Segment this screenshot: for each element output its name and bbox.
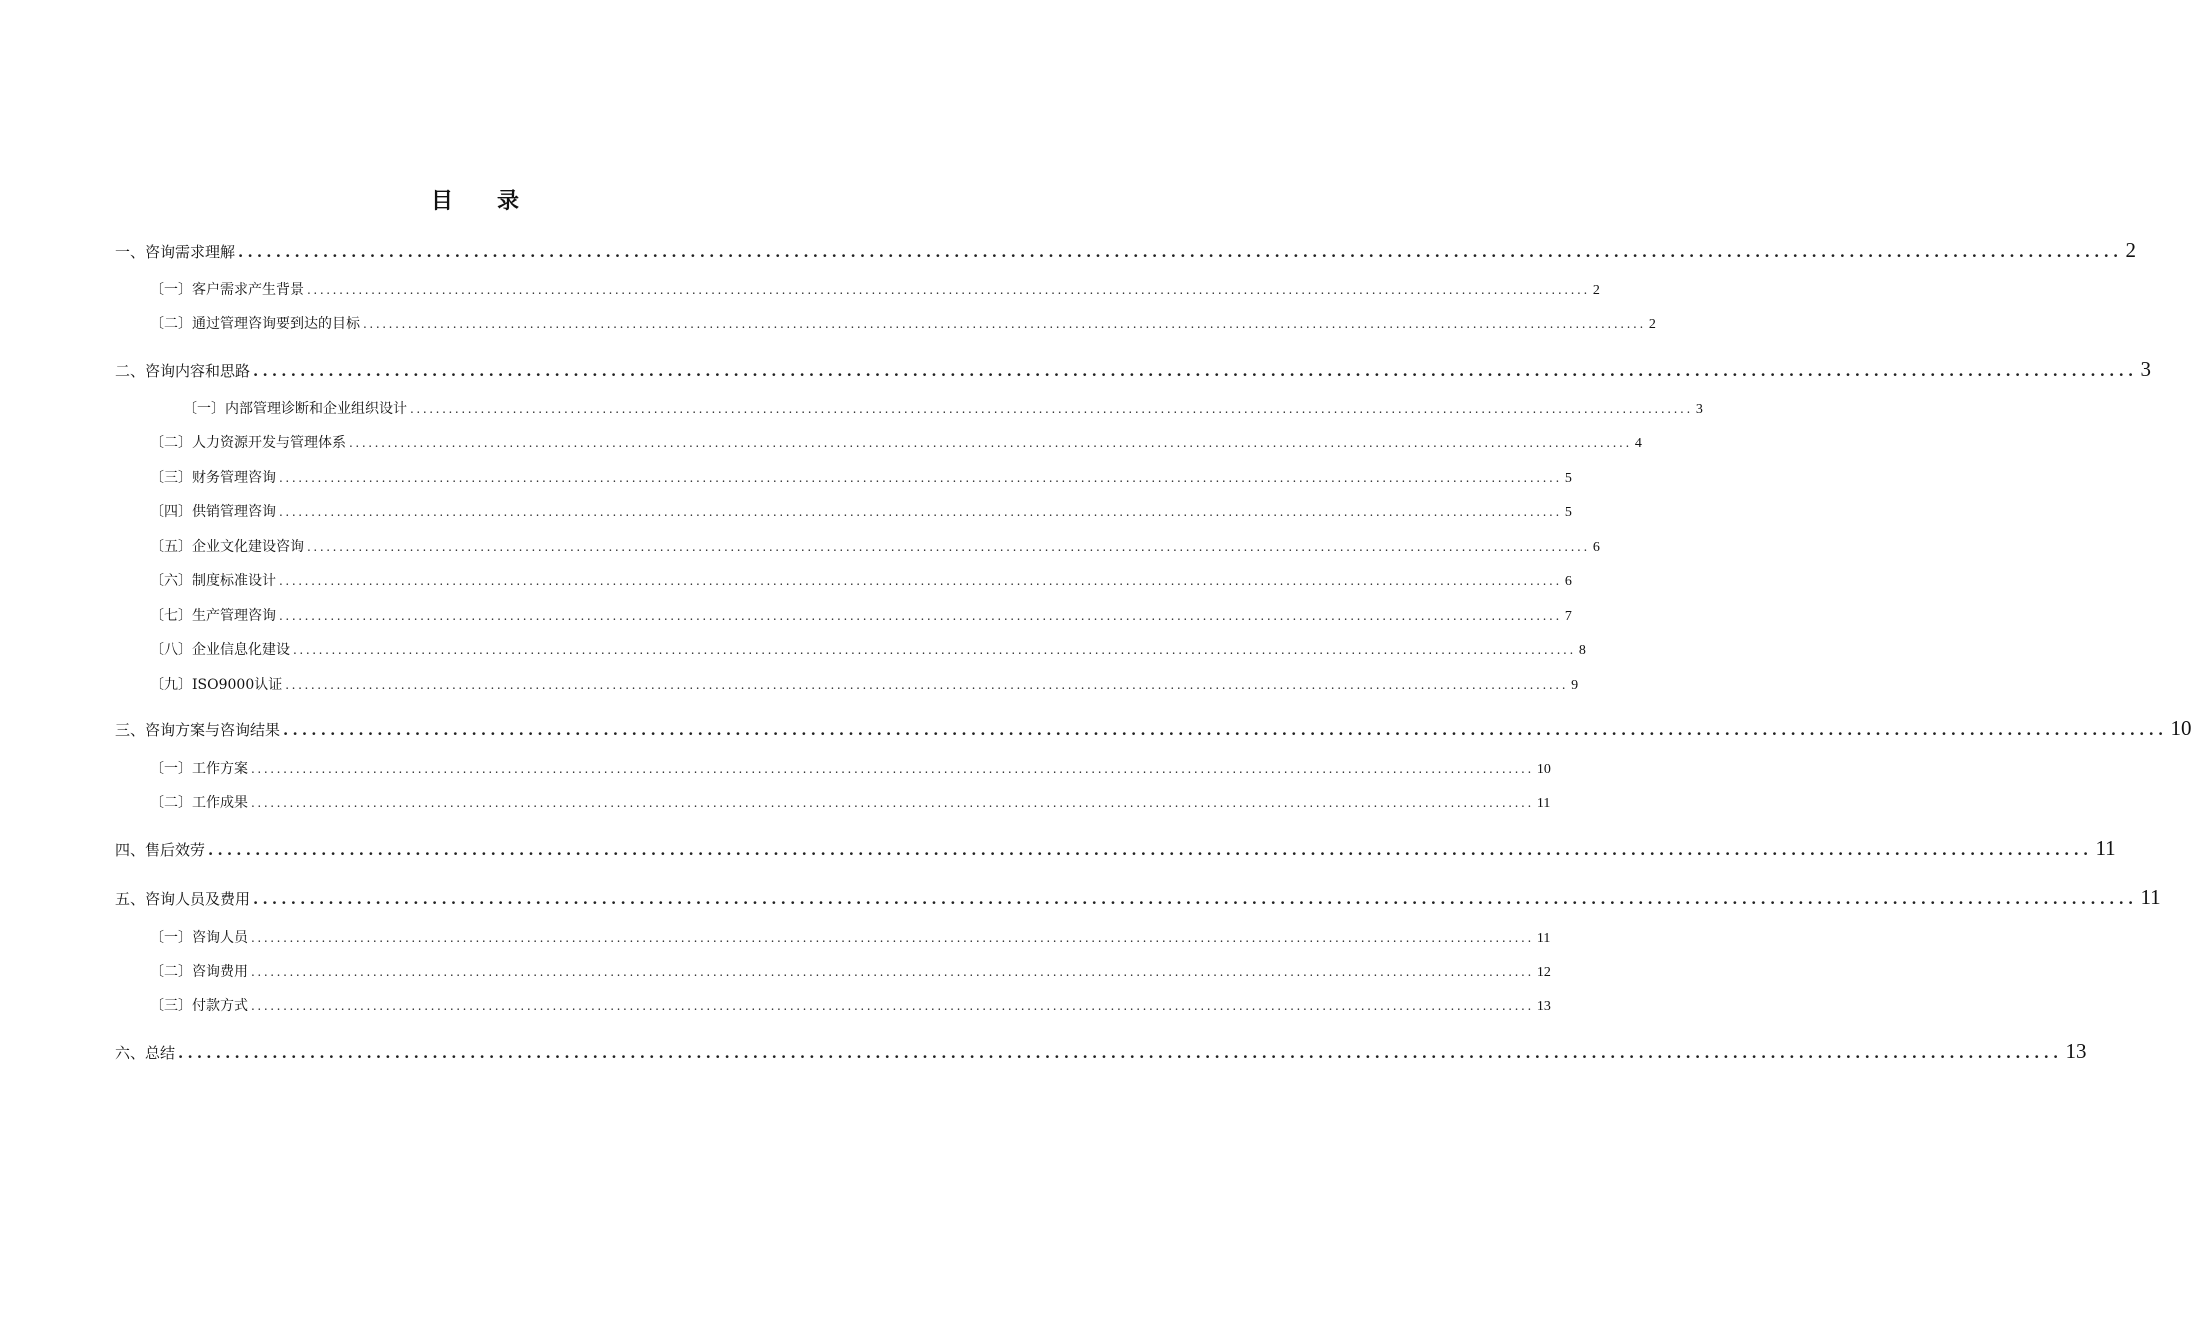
toc-subsection-entry[interactable] [150, 758, 1551, 778]
toc-subsection-entry[interactable] [150, 279, 1600, 299]
toc-entry-label: 四、售后效劳 [115, 841, 206, 859]
toc-page-number: 6 [1564, 574, 1572, 589]
toc-subsection-entry[interactable] [150, 313, 1656, 333]
toc-page-number: 12 [1536, 965, 1551, 980]
toc-dot-leader: ........................................................................................................................................................................................................ [251, 999, 1534, 1013]
toc-dot-leader: ........................................................................................................................................................................................................ [349, 436, 1632, 450]
toc-dot-leader: ........................................................................................................................................................................................................ [251, 965, 1534, 979]
toc-entry-label: 〔八〕企业信息化建设 [150, 642, 290, 658]
toc-entry-label: 〔一〕内部管理诊断和企业组织设计 [183, 401, 407, 417]
toc-entry-label: 〔一〕咨询人员 [150, 930, 248, 946]
toc-dot-leader: ........................................................................................................................................................................................................ [293, 643, 1576, 657]
toc-dot-leader: ........................................................................................................................................................................................................ [410, 402, 1693, 416]
toc-page-number: 11 [2095, 836, 2116, 860]
toc-section-entry[interactable] [115, 238, 2136, 263]
toc-section-entry[interactable] [115, 885, 2161, 910]
toc-subsection-entry[interactable] [150, 792, 1551, 812]
toc-entry-label: 〔四〕供销管理咨询 [150, 504, 276, 520]
toc-section-entry[interactable] [115, 357, 2151, 382]
toc-entry-label: 〔六〕制度标准设计 [150, 573, 276, 589]
toc-entry-label: 二、咨询内容和思路 [115, 362, 251, 380]
toc-dot-leader: ........................................................................................................................................................................................................ [208, 841, 2093, 859]
toc-entry-label: 〔一〕客户需求产生背景 [150, 282, 304, 298]
toc-page-number: 7 [1564, 609, 1572, 624]
toc-entry-label: 〔二〕通过管理咨询要到达的目标 [150, 316, 360, 332]
toc-subsection-entry[interactable] [150, 639, 1586, 659]
toc-entry-label: 五、咨询人员及费用 [115, 890, 251, 908]
toc-entry-label: 〔一〕工作方案 [150, 761, 248, 777]
toc-subsection-entry[interactable] [183, 398, 1703, 418]
toc-page-number: 9 [1571, 678, 1579, 693]
toc-subsection-entry[interactable] [150, 432, 1642, 452]
toc-entry-label: 〔三〕付款方式 [150, 998, 248, 1014]
toc-page-number: 2 [1592, 283, 1600, 298]
toc-subsection-entry[interactable] [150, 674, 1579, 694]
toc-dot-leader: ........................................................................................................................................................................................................ [253, 890, 2138, 908]
toc-dot-leader: ........................................................................................................................................................................................................ [251, 931, 1534, 945]
toc-page-number: 2 [2125, 238, 2136, 262]
toc-page-number: 13 [2065, 1039, 2087, 1063]
toc-dot-leader: ........................................................................................................................................................................................................ [279, 505, 1562, 519]
toc-dot-leader: ........................................................................................................................................................................................................ [363, 317, 1646, 331]
toc-subsection-entry[interactable] [150, 605, 1572, 625]
toc-page-number: 13 [1536, 999, 1551, 1014]
toc-dot-leader: ........................................................................................................................................................................................................ [279, 471, 1562, 485]
toc-entry-label: 〔三〕财务管理咨询 [150, 470, 276, 486]
toc-page-number: 2 [1648, 317, 1656, 332]
toc-dot-leader: ........................................................................................................................................................................................................ [279, 609, 1562, 623]
toc-subsection-entry[interactable] [150, 536, 1600, 556]
toc-dot-leader: ........................................................................................................................................................................................................ [285, 678, 1569, 692]
toc-dot-leader: ........................................................................................................................................................................................................ [251, 762, 1534, 776]
toc-page-number: 6 [1592, 540, 1600, 555]
toc-dot-leader: ........................................................................................................................................................................................................ [238, 243, 2123, 261]
toc-page-number: 3 [2140, 357, 2151, 381]
toc-entry-label: 〔七〕生产管理咨询 [150, 608, 276, 624]
toc-entry-label: 三、咨询方案与咨询结果 [115, 721, 281, 739]
toc-page-number: 11 [1536, 796, 1551, 811]
toc-entry-label: 〔五〕企业文化建设咨询 [150, 539, 304, 555]
toc-subsection-entry[interactable] [150, 961, 1551, 981]
toc-dot-leader: ........................................................................................................................................................................................................ [253, 362, 2138, 380]
toc-section-entry[interactable] [115, 1039, 2087, 1064]
toc-entry-label: 一、咨询需求理解 [115, 243, 236, 261]
toc-dot-leader: ........................................................................................................................................................................................................ [307, 283, 1590, 297]
toc-subsection-entry[interactable] [150, 995, 1551, 1015]
toc-page-number: 5 [1564, 471, 1572, 486]
toc-page-number: 11 [2140, 885, 2161, 909]
toc-page-number: 10 [2170, 716, 2191, 740]
toc-section-entry[interactable] [115, 716, 2191, 741]
toc-subsection-entry[interactable] [150, 927, 1551, 947]
toc-dot-leader: ........................................................................................................................................................................................................ [251, 796, 1534, 810]
toc-dot-leader: ........................................................................................................................................................................................................ [283, 721, 2168, 739]
toc-dot-leader: ........................................................................................................................................................................................................ [178, 1044, 2063, 1062]
toc-page-number: 10 [1536, 762, 1551, 777]
toc-entry-label: 〔九〕ISO9000认证 [150, 677, 283, 693]
toc-title: 目录 [430, 188, 563, 214]
toc-entry-label: 〔二〕咨询费用 [150, 964, 248, 980]
toc-page-number: 8 [1578, 643, 1586, 658]
toc-page-number: 4 [1634, 436, 1642, 451]
toc-section-entry[interactable] [115, 836, 2116, 861]
toc-subsection-entry[interactable] [150, 570, 1572, 590]
toc-page-number: 3 [1695, 402, 1703, 417]
toc-page-number: 11 [1536, 931, 1551, 946]
toc-subsection-entry[interactable] [150, 467, 1572, 487]
toc-dot-leader: ........................................................................................................................................................................................................ [279, 574, 1562, 588]
toc-page-number: 5 [1564, 505, 1572, 520]
toc-entry-label: 〔二〕工作成果 [150, 795, 248, 811]
toc-subsection-entry[interactable] [150, 501, 1572, 521]
toc-entry-label: 六、总结 [115, 1044, 176, 1062]
toc-entry-label: 〔二〕人力资源开发与管理体系 [150, 435, 346, 451]
toc-dot-leader: ........................................................................................................................................................................................................ [307, 540, 1590, 554]
